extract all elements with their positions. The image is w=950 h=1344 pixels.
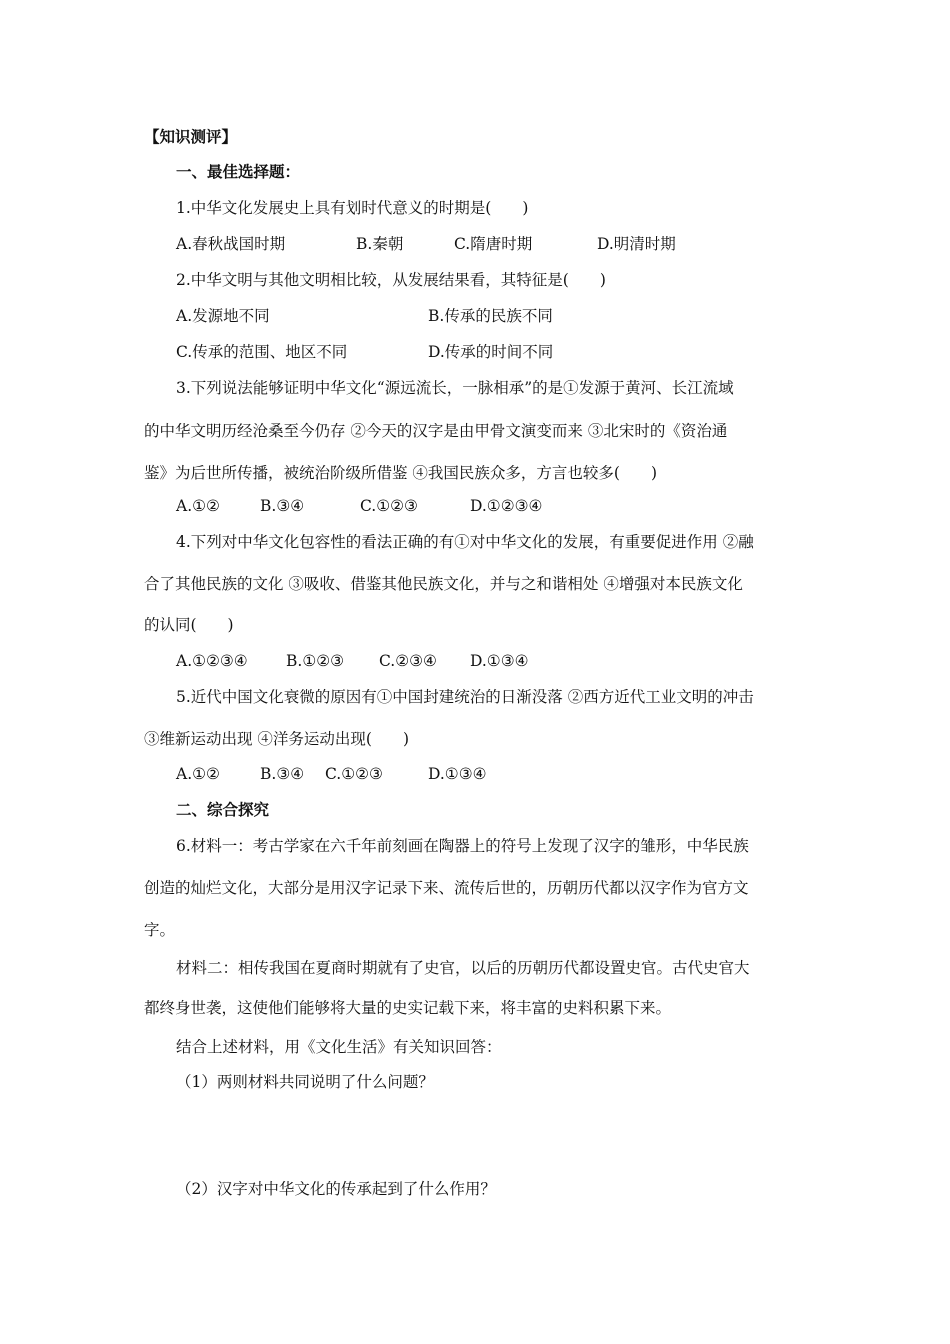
q2-option-a: A.发源地不同 [176, 307, 270, 325]
q4-line-2: 合了其他民族的文化 ③吸收、借鉴其他民族文化，并与之和谐相处 ④增强对本民族文化 [144, 575, 743, 593]
q6-material2-line-2: 都终身世袭，这使他们能够将大量的史实记载下来，将丰富的史料积累下来。 [144, 999, 672, 1017]
part1-title: 一、最佳选择题： [176, 163, 301, 181]
q6-material1-line-3: 字。 [144, 921, 176, 939]
q3-option-a: A.①② [176, 497, 220, 515]
q5-option-d: D.①③④ [428, 765, 487, 783]
q4-option-c: C.②③④ [379, 652, 437, 670]
part2-title: 二、综合探究 [176, 801, 270, 819]
q5-option-c: C.①②③ [325, 765, 383, 783]
q3-option-c: C.①②③ [360, 497, 418, 515]
q6-material1-line-2: 创造的灿烂文化，大部分是用汉字记录下来、流传后世的，历朝历代都以汉字作为官方文 [144, 879, 749, 897]
q4-option-b: B.①②③ [286, 652, 345, 670]
q2-stem: 2.中华文明与其他文明相比较，从发展结果看，其特征是( ) [176, 271, 606, 289]
q6-material2-line-1: 材料二：相传我国在夏商时期就有了史官，以后的历朝历代都设置史官。古代史官大 [176, 959, 750, 977]
q6-material1-line-1: 6.材料一：考古学家在六千年前刻画在陶器上的符号上发现了汉字的雏形，中华民族 [176, 837, 749, 855]
q1-option-a: A.春秋战国时期 [176, 235, 286, 253]
q5-line-1: 5.近代中国文化衰微的原因有①中国封建统治的日渐没落 ②西方近代工业文明的冲击 [176, 688, 754, 706]
q4-option-d: D.①③④ [470, 652, 529, 670]
q1-stem: 1.中华文化发展史上具有划时代意义的时期是( ) [176, 199, 529, 217]
q3-option-b: B.③④ [260, 497, 305, 515]
q5-option-b: B.③④ [260, 765, 305, 783]
q4-option-a: A.①②③④ [176, 652, 248, 670]
q1-option-b: B.秦朝 [356, 235, 404, 253]
q4-line-1: 4.下列对中华文化包容性的看法正确的有①对中华文化的发展，有重要促进作用 ②融 [176, 533, 754, 551]
q3-line-3: 鉴》为后世所传播，被统治阶级所借鉴 ④我国民族众多，方言也较多( ) [144, 464, 658, 482]
q6-sub-question-2: （2）汉字对中华文化的传承起到了什么作用？ [176, 1180, 496, 1198]
q3-option-d: D.①②③④ [470, 497, 543, 515]
q1-option-d: D.明清时期 [597, 235, 676, 253]
q6-instruction: 结合上述材料，用《文化生活》有关知识回答： [176, 1038, 502, 1056]
q1-option-c: C.隋唐时期 [454, 235, 533, 253]
q2-option-c: C.传承的范围、地区不同 [176, 343, 348, 361]
section-title: 【知识测评】 [144, 128, 238, 146]
q2-option-b: B.传承的民族不同 [428, 307, 553, 325]
q2-option-d: D.传承的时间不同 [428, 343, 554, 361]
q3-line-1: 3.下列说法能够证明中华文化“源远流长，一脉相承”的是①发源于黄河、长江流域 [176, 379, 734, 397]
q5-line-2: ③维新运动出现 ④洋务运动出现( ) [144, 730, 410, 748]
q3-line-2: 的中华文明历经沧桑至今仍存 ②今天的汉字是由甲骨文演变而来 ③北宋时的《资治通 [144, 422, 728, 440]
q5-option-a: A.①② [176, 765, 220, 783]
q4-line-3: 的认同( ) [144, 616, 234, 634]
q6-sub-question-1: （1）两则材料共同说明了什么问题？ [176, 1073, 434, 1091]
